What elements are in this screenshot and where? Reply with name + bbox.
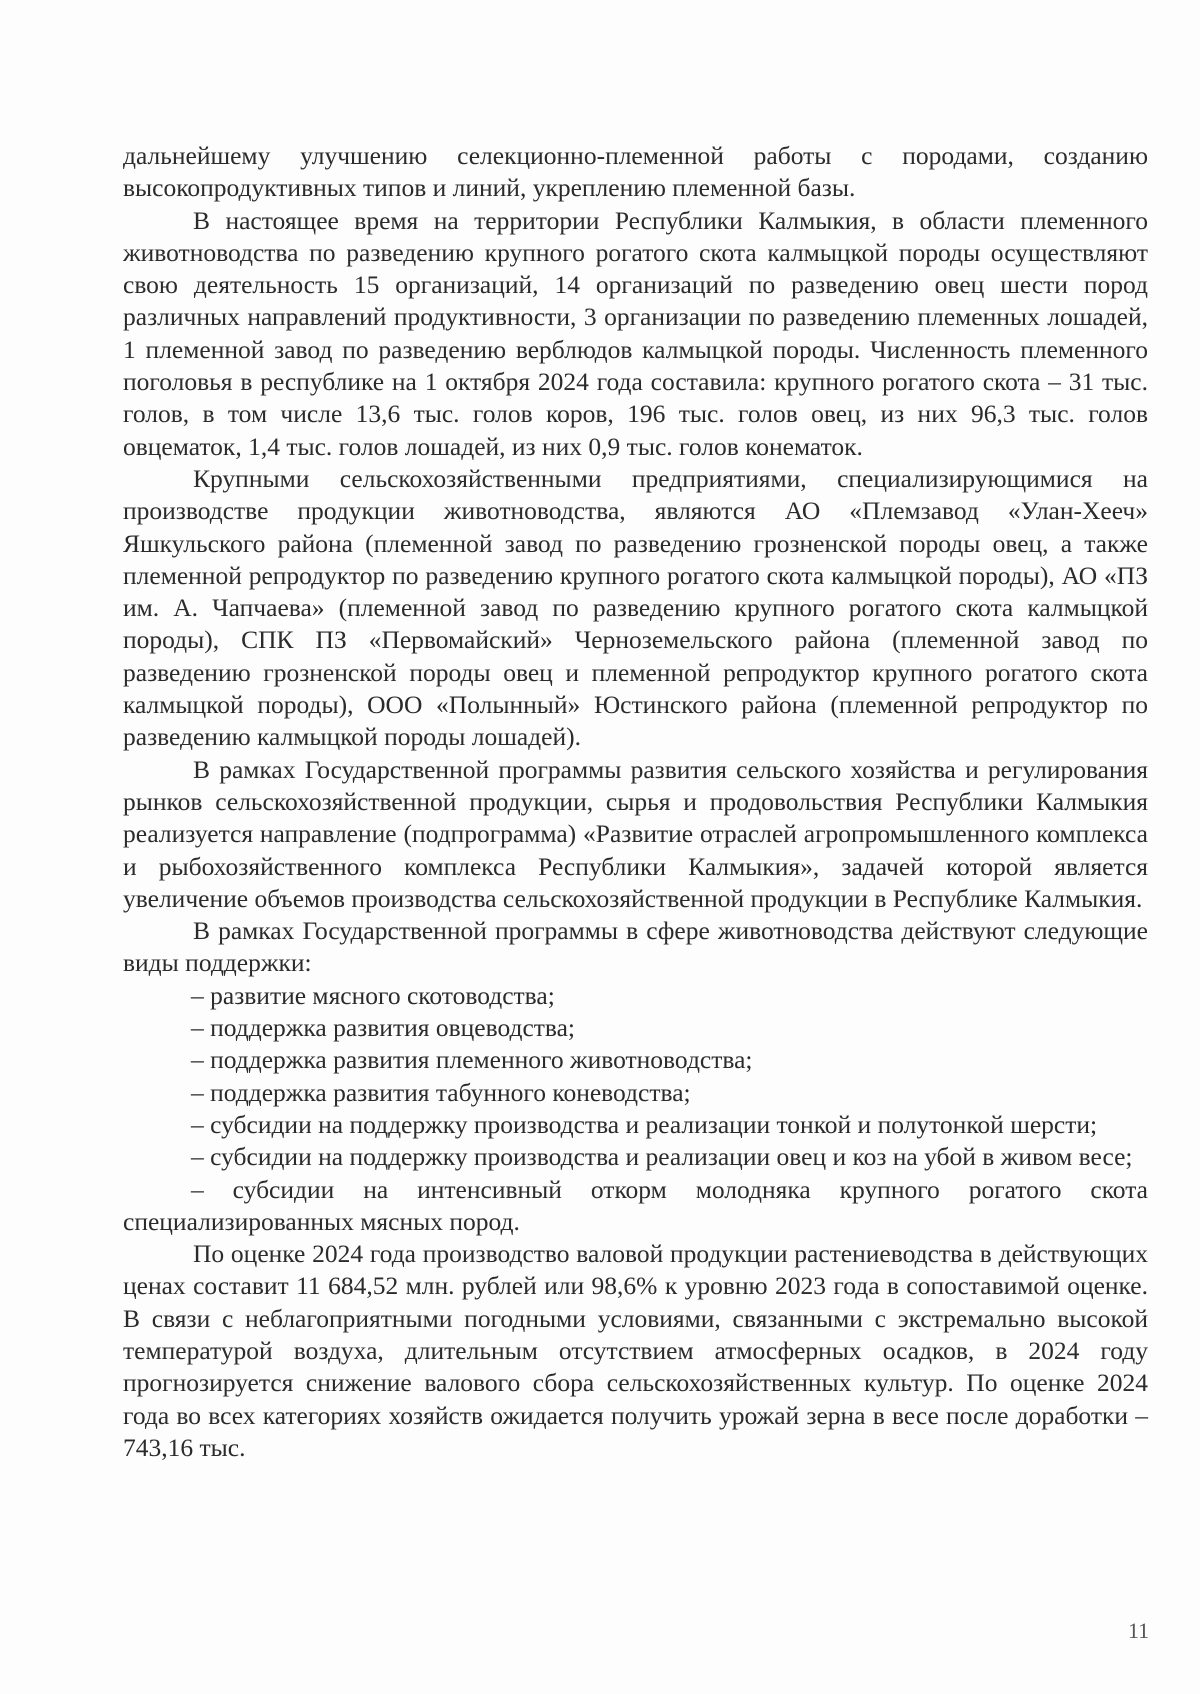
document-body (123, 140, 1148, 1464)
paragraph-breeding-organizations: В настоящее время на территории Республики Калмыкия, в области племенного животноводства по разведению крупного рогатого скота калмыцкой породы осуществляют свою деятельность 15 организаций, 14 организаций по разведению овец шести пород различных направлений продуктивности, 3 организации по разведению племенных лошадей, 1 племенной завод по разведению верблюдов калмыцкой породы. Численность племенного поголовья в республике на 1 октября 2024 года составила: крупного рогатого скота – 31 тыс. голов, в том числе 13,6 тыс. голов коров, 196 тыс. голов овец, из них 96,3 тыс. голов овцематок, 1,4 тыс. голов лошадей, из них 0,9 тыс. голов конематок. (123, 205, 1148, 461)
page-number: 11 (1128, 1618, 1150, 1643)
list-item: – поддержка развития овцеводства; (191, 1013, 576, 1043)
list-item: – поддержка развития племенного животноводства; (191, 1045, 753, 1075)
list-item: – поддержка развития табунного коневодства; (191, 1077, 691, 1107)
list-item: – субсидии на поддержку производства и реализации овец и коз на убой в живом весе; (191, 1142, 1133, 1172)
paragraph-support-intro: В рамках Государственной программы в сфере животноводства действуют следующие виды поддержки: (123, 916, 1148, 978)
list-item: – субсидии на интенсивный откорм молодняка крупного рогатого скота специализированных мясных пород. (123, 1174, 1148, 1236)
paragraph-continuation: дальнейшему улучшению селекционно-племенной работы с породами, созданию высокопродуктивных типов и линий, укреплению племенной базы. (123, 141, 1148, 203)
paragraph-state-program: В рамках Государственной программы развития сельского хозяйства и регулирования рынков сельскохозяйственной продукции, сырья и продовольствия Республики Калмыкия реализуется направление (подпрограмма) «Развитие отраслей агропромышленного комплекса и рыбохозяйственного комплекса Республики Калмыкия», задачей которой является увеличение объемов производства сельскохозяйственной продукции в Республике Калмыкия. (123, 754, 1148, 913)
list-item: – субсидии на поддержку производства и реализации тонкой и полутонкой шерсти; (191, 1109, 1098, 1139)
paragraph-crop-production: По оценке 2024 года производство валовой продукции растениеводства в действующих ценах составит 11 684,52 млн. рублей или 98,6% к уровню 2023 года в сопоставимой оценке. В связи с неблагоприятными погодными условиями, связанными с экстремально высокой температурой воздуха, длительным отсутствием атмосферных осадков, в 2024 году прогнозируется снижение валового сбора сельскохозяйственных культур. По оценке 2024 года во всех категориях хозяйств ожидается получить урожай зерна в весе после доработки – 743,16 тыс. (123, 1239, 1148, 1462)
paragraph-large-enterprises: Крупными сельскохозяйственными предприятиями, специализирующимися на производстве продукции животноводства, являются АО «Племзавод «Улан-Хееч» Яшкульского района (племенной завод по разведению грозненской породы овец, а также племенной репродуктор по разведению крупного рогатого скота калмыцкой породы), АО «ПЗ им. А. Чапчаева» (племенной завод по разведению крупного рогатого скота калмыцкой породы), СПК ПЗ «Первомайский» Черноземельского района (племенной завод по разведению грозненской породы овец и племенной репродуктор крупного рогатого скота калмыцкой породы), ООО «Полынный» Юстинского района (племенной репродуктор по разведению калмыцкой породы лошадей). (123, 463, 1148, 752)
list-item: – развитие мясного скотоводства; (191, 980, 555, 1010)
